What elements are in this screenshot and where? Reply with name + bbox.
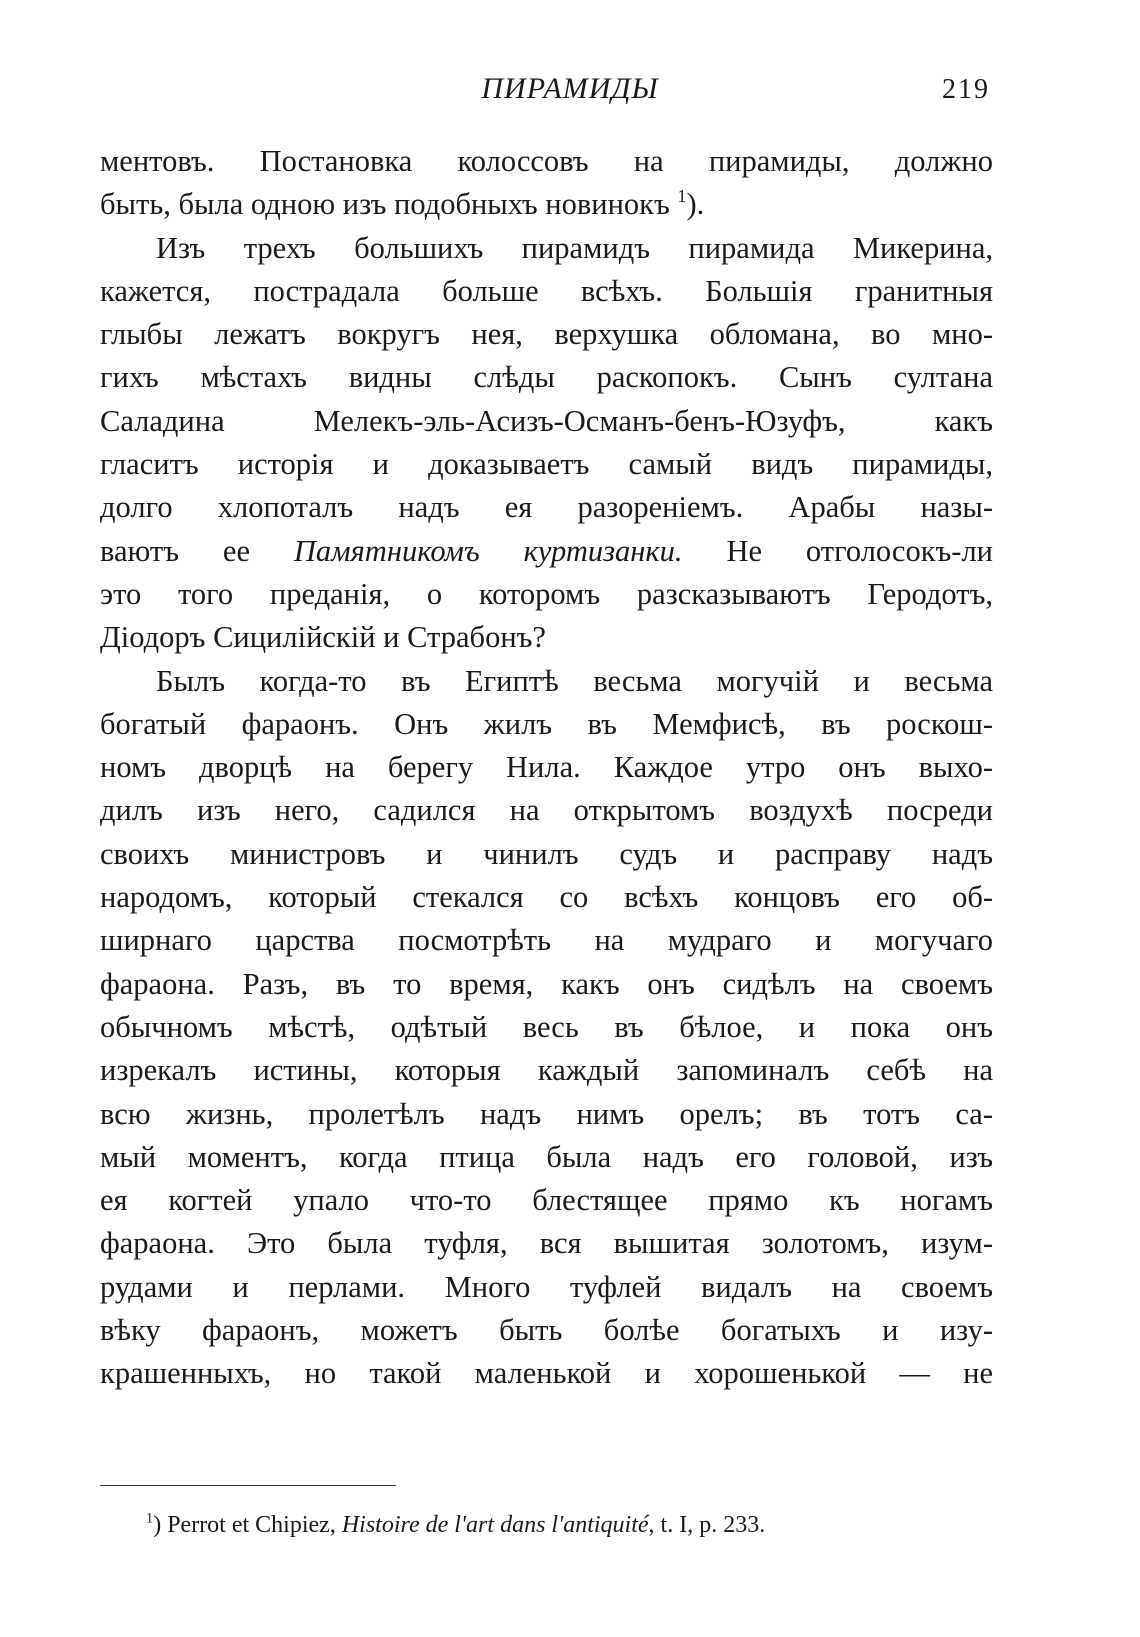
text-line: фараона. Разъ, въ то время, какъ онъ сидѣлъ на своемъ [100, 966, 993, 1001]
text-line: всю жизнь, пролетѣлъ надъ нимъ орелъ; въ тотъ са- [100, 1096, 993, 1131]
running-title: ПИРАМИДЫ [481, 72, 659, 105]
text-line: богатый фараонъ. Онъ жилъ въ Мемфисѣ, въ роскош- [100, 706, 993, 741]
text-line: ширнаго царства посмотрѣть на мудраго и могучаго [100, 923, 993, 958]
text-line: Саладина Мелекъ-эль-Асизъ-Османъ-бенъ-Юзуфъ, какъ [100, 403, 993, 438]
italic-phrase: Памятникомъ куртизанки. [293, 533, 683, 568]
text-line: изрекалъ истины, которыя каждый запоминалъ себѣ на [100, 1053, 993, 1088]
text-line: кажется, пострадала больше всѣхъ. Большія гранитныя [100, 273, 993, 308]
running-head [0, 72, 1140, 112]
text-line: быть, была одною изъ подобныхъ новинокъ $^1$). [100, 186, 705, 222]
text-line: номъ дворцѣ на берегу Нила. Каждое утро онъ выхо- [100, 750, 993, 785]
body-text [100, 140, 993, 1396]
text-line: долго хлопоталъ надъ ея разореніемъ. Арабы назы- [100, 490, 993, 525]
text-line: ея когтей упало что-то блестящее прямо къ ногамъ [100, 1183, 993, 1218]
text-line: крашенныхъ, но такой маленькой и хорошенькой — не [100, 1356, 993, 1391]
text-line: обычномъ мѣстѣ, одѣтый весь въ бѣлое, и пока онъ [100, 1009, 993, 1044]
text-line: Былъ когда-то въ Египтѣ весьма могучій и весьма [156, 663, 993, 698]
text-line: мый моментъ, когда птица была надъ его головой, изъ [100, 1139, 993, 1174]
text-line: глыбы лежатъ вокругъ нея, верхушка обломана, во мно- [100, 317, 993, 352]
footnote-book-title: Histoire de l'art dans l'antiquité [341, 1512, 649, 1538]
text-line: Изъ трехъ большихъ пирамидъ пирамида Микерина, [156, 230, 993, 265]
footnote-ref: 1 [677, 186, 687, 207]
text-line: гласитъ исторія и доказываетъ самый видъ пирамиды, [100, 447, 993, 482]
footnote-marker: 1 [146, 1510, 154, 1527]
page-number: 219 [942, 74, 990, 105]
footnote-rule [100, 1485, 396, 1486]
text-line: ваютъ ее Памятникомъ куртизанки. Не отголосокъ-ли [100, 533, 993, 568]
text-line: это того преданія, о которомъ разсказываютъ Геродотъ, [100, 576, 993, 611]
text-line: народомъ, который стекался со всѣхъ концовъ его об- [100, 880, 993, 915]
text-line: гихъ мѣстахъ видны слѣды раскопокъ. Сынъ султана [100, 360, 993, 395]
text-line: ментовъ. Постановка колоссовъ на пирамиды, должно [100, 144, 993, 178]
text-line: вѣку фараонъ, можетъ быть болѣе богатыхъ и изу- [100, 1313, 993, 1348]
text-line: фараона. Это была туфля, вся вышитая золотомъ, изум- [100, 1226, 993, 1261]
text-line: рудами и перлами. Много туфлей видалъ на своемъ [100, 1269, 993, 1304]
footnote: $^1$) Perrot et Chipiez, Histoire de l'art dans l'antiquité, t. I, p. 233. [146, 1510, 766, 1538]
text-line: своихъ министровъ и чинилъ судъ и расправу надъ [100, 836, 993, 871]
text-line: дилъ изъ него, садился на открытомъ воздухѣ посреди [100, 793, 993, 828]
text-line: Діодоръ Сицилійскій и Страбонъ? [100, 620, 546, 655]
